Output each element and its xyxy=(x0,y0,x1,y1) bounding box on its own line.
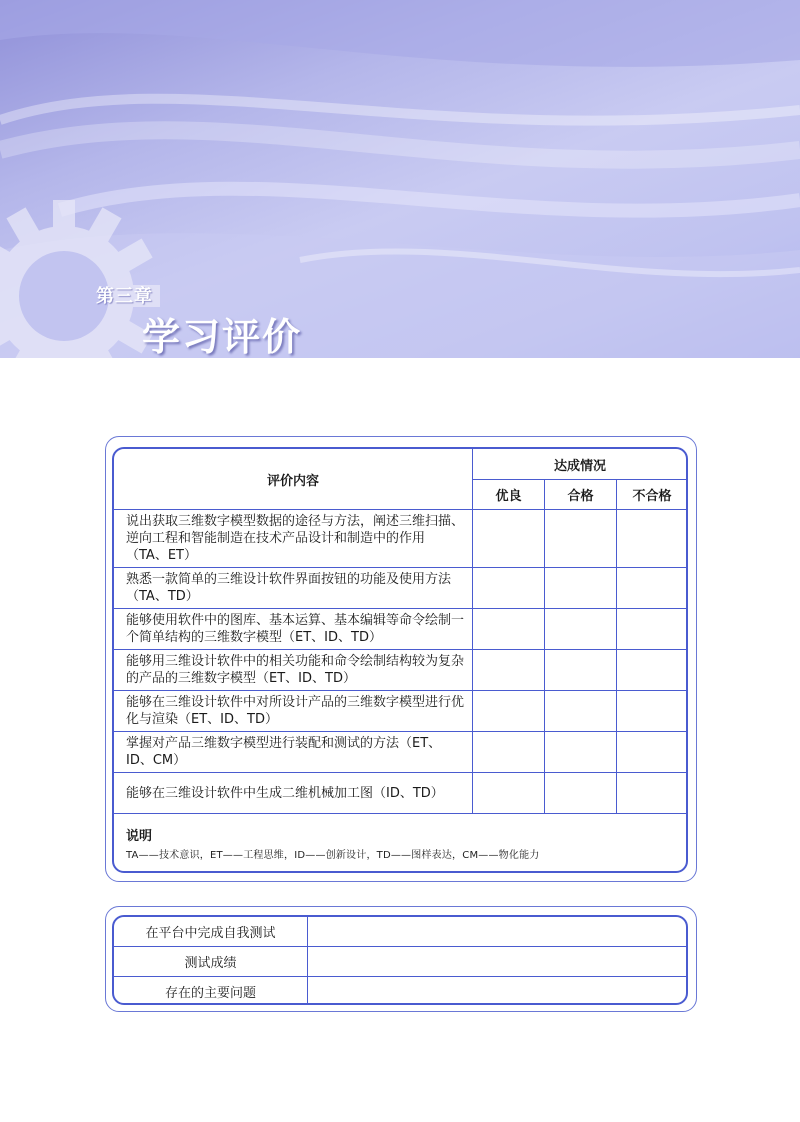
rating-cell-pass[interactable] xyxy=(545,732,617,773)
evaluation-panel xyxy=(112,447,688,873)
rating-cell-fail[interactable] xyxy=(617,609,688,650)
table-row xyxy=(114,732,688,773)
rating-cell-fail[interactable] xyxy=(617,773,688,814)
rating-cell-fail[interactable] xyxy=(617,510,688,568)
problems-value-cell[interactable] xyxy=(308,977,688,1006)
criterion-text: 能够在三维设计软件中生成二维机械加工图（ID、TD） xyxy=(114,773,473,814)
rating-cell-pass[interactable] xyxy=(545,609,617,650)
rating-cell-pass[interactable] xyxy=(545,568,617,609)
rating-cell-excellent[interactable] xyxy=(473,691,545,732)
rating-cell-fail[interactable] xyxy=(617,732,688,773)
note-text: TA——技术意识，ET——工程思维，ID——创新设计，TD——图样表达，CM——物化能力 xyxy=(126,850,540,861)
header-banner xyxy=(0,0,800,358)
table-row xyxy=(114,650,688,691)
self-test-label: 在平台中完成自我测试 xyxy=(114,917,308,947)
self-test-value-cell[interactable] xyxy=(308,917,688,947)
rating-cell-pass[interactable] xyxy=(545,650,617,691)
table-row xyxy=(114,568,688,609)
header-level-fail: 不合格 xyxy=(617,480,688,510)
legend-note xyxy=(126,825,678,861)
rating-cell-excellent[interactable] xyxy=(473,609,545,650)
table-row xyxy=(114,691,688,732)
criterion-text: 能够用三维设计软件中的相关功能和命令绘制结构较为复杂的产品的三维数字模型（ET、ID、TD） xyxy=(114,650,473,691)
rating-cell-excellent[interactable] xyxy=(473,732,545,773)
rating-cell-fail[interactable] xyxy=(617,568,688,609)
rating-cell-excellent[interactable] xyxy=(473,650,545,691)
rating-cell-pass[interactable] xyxy=(545,691,617,732)
criterion-text: 掌握对产品三维数字模型进行装配和测试的方法（ET、ID、CM） xyxy=(114,732,473,773)
rating-cell-pass[interactable] xyxy=(545,510,617,568)
chapter-label: 第三章 xyxy=(96,286,153,307)
header-level-pass: 合格 xyxy=(545,480,617,510)
table-row xyxy=(114,773,688,814)
criterion-text: 熟悉一款简单的三维设计软件界面按钮的功能及使用方法（TA、TD） xyxy=(114,568,473,609)
page-title: 学习评价 xyxy=(142,315,303,358)
rating-cell-fail[interactable] xyxy=(617,650,688,691)
table-row xyxy=(114,977,688,1006)
header-evaluation-content: 评价内容 xyxy=(114,449,473,510)
rating-cell-fail[interactable] xyxy=(617,691,688,732)
note-title: 说明 xyxy=(126,829,153,844)
evaluation-table xyxy=(113,448,688,814)
self-test-panel xyxy=(112,915,688,1005)
criterion-text: 说出获取三维数字模型数据的途径与方法，阐述三维扫描、逆向工程和智能制造在技术产品设计和制造中的作用（TA、ET） xyxy=(114,510,473,568)
self-test-table xyxy=(113,916,688,1005)
rating-cell-excellent[interactable] xyxy=(473,510,545,568)
table-row xyxy=(114,609,688,650)
gear-icon xyxy=(0,196,164,358)
rating-cell-excellent[interactable] xyxy=(473,773,545,814)
table-row xyxy=(114,947,688,977)
table-row xyxy=(114,510,688,568)
table-row xyxy=(114,917,688,947)
score-label: 测试成绩 xyxy=(114,947,308,977)
rating-cell-excellent[interactable] xyxy=(473,568,545,609)
header-achievement: 达成情况 xyxy=(473,449,688,480)
criterion-text: 能够在三维设计软件中对所设计产品的三维数字模型进行优化与渲染（ET、ID、TD） xyxy=(114,691,473,732)
criterion-text: 能够使用软件中的图库、基本运算、基本编辑等命令绘制一个简单结构的三维数字模型（ET、ID、TD） xyxy=(114,609,473,650)
score-value-cell[interactable] xyxy=(308,947,688,977)
rating-cell-pass[interactable] xyxy=(545,773,617,814)
header-level-excellent: 优良 xyxy=(473,480,545,510)
problems-label: 存在的主要问题 xyxy=(114,977,308,1006)
